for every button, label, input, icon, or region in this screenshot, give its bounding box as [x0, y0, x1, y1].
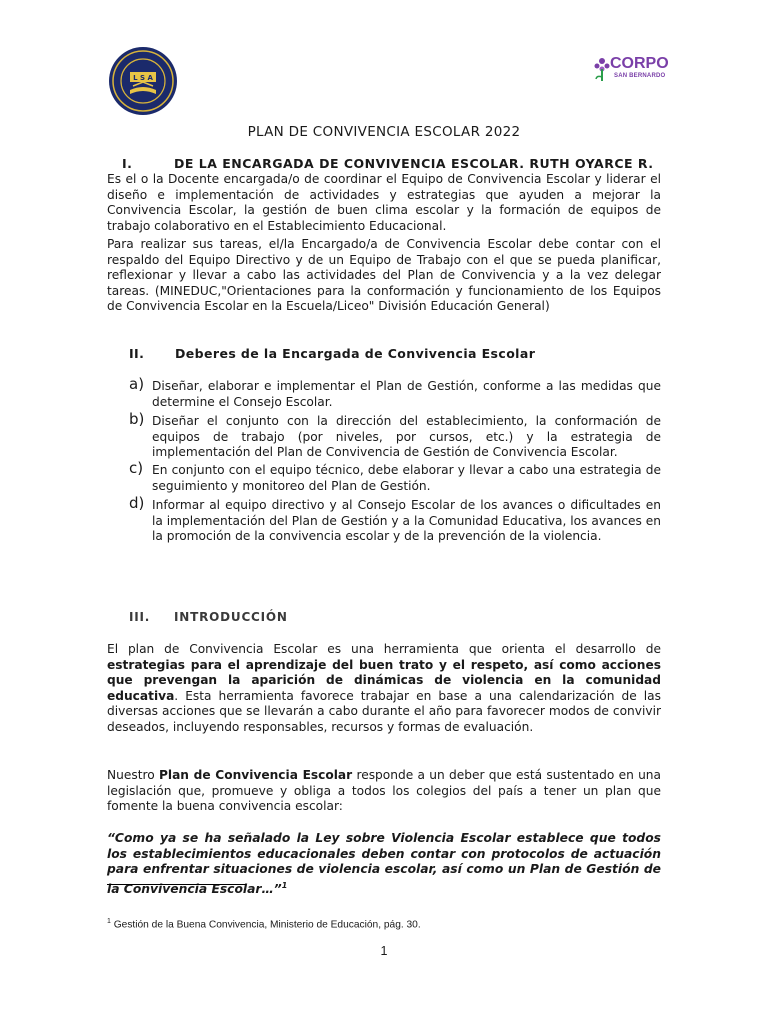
plan-text-c: responde a un deber que está sustentado en una legislación que, promueve y obliga a todos los colegios del país a tener un plan que fomente la buena convivencia escolar: [107, 768, 661, 814]
intro-text-a: El plan de Convivencia Escolar es una herramienta que orienta el desarrollo de [107, 642, 661, 656]
section-1-paragraph-1: Es el o la Docente encargada/o de coordinar el Equipo de Convivencia Escolar y liderar el diseño e implementación de actividades y estrategias que ayuden a mejorar la Convivencia Escolar, la gestión de buen clima escolar y la formación de equipos de trabajo colaborativo en el Establecimiento Educacional. [107, 172, 661, 233]
list-item [129, 459, 661, 494]
list-item [129, 494, 661, 545]
list-item-text: En conjunto con el equipo técnico, debe elaborar y llevar a cabo una estrategia de seguimiento y monitoreo del Plan de Gestión. [152, 463, 661, 493]
plan-paragraph [107, 768, 661, 815]
section-3-number: III. [129, 610, 151, 624]
list-item [129, 375, 661, 410]
page-number: 1 [380, 944, 388, 958]
law-quote [107, 831, 661, 897]
law-quote-text: “Como ya se ha señalado la Ley sobre Violencia Escolar establece que todos los establecimientos educacionales deben contar con protocolos de actuación para enfrentar situaciones de violencia escolar, así como un Plan de Gestión de la Convivencia Escolar…” [107, 831, 661, 896]
school-logo [108, 46, 178, 116]
section-1-heading [122, 156, 654, 171]
list-item-letter: d) [129, 494, 145, 512]
section-3-heading [129, 610, 288, 624]
list-item-letter: b) [129, 410, 145, 428]
section-3-title: INTRODUCCIÓN [174, 610, 288, 624]
plan-text-a: Nuestro [107, 768, 159, 782]
list-item-text: Diseñar el conjunto con la dirección del establecimiento, la conformación de equipos de trabajo (por niveles, por cursos, etc.) y la estrategia de implementación del Plan de Convivencia de Gestión de Convivencia Escolar. [152, 414, 661, 460]
footnote-divider [107, 884, 246, 885]
list-item-letter: c) [129, 459, 144, 477]
section-1-paragraph-2: Para realizar sus tareas, el/la Encargado/a de Convivencia Escolar debe contar con el respaldo del Equipo Directivo y de un Equipo de Trabajo con el que se pueda planificar, reflexionar y llevar a cabo las actividades del Plan de Convivencia y a la vez delegar tareas. (MINEDUC,"Orientaciones para la conformación y funcionamiento de los Equipos de Convivencia Escolar en la Escuela/Liceo" División Educación General) [107, 237, 661, 314]
section-1-title: DE LA ENCARGADA DE CONVIVENCIA ESCOLAR. RUTH OYARCE R. [174, 156, 654, 171]
section-2-number: II. [129, 346, 145, 361]
plan-text-bold: Plan de Convivencia Escolar [158, 768, 353, 782]
list-item-text: Diseñar, elaborar e implementar el Plan de Gestión, conforme a las medidas que determine el Consejo Escolar. [152, 379, 661, 409]
footnote [107, 918, 421, 930]
section-2-heading [129, 346, 535, 361]
intro-text-bold: estrategias para el aprendizaje del buen trato y el respeto, así como acciones que prevengan la aparición de dinámicas de violencia en la comunidad educativa [107, 657, 661, 703]
corpo-logo-sub: SAN BERNARDO [614, 73, 666, 79]
footnote-mark: 1 [107, 918, 111, 925]
list-item-text: Informar al equipo directivo y al Consejo Escolar de los avances o dificultades en la implementación del Plan de Gestión y a la Comunidad Educativa, los avances en la promoción de la convivencia escolar y de la prevención de la violencia. [152, 498, 661, 544]
footnote-reference[interactable]: 1 [281, 880, 288, 890]
svg-text:L S A: L S A [133, 74, 153, 82]
corpo-logo-name: CORPO [610, 55, 669, 72]
section-2-title: Deberes de la Encargada de Convivencia Escolar [175, 346, 536, 361]
introduction-paragraph [107, 642, 661, 736]
intro-text-c: . Esta herramienta favorece trabajar en base a una calendarización de las diversas acciones que se llevarán a cabo durante el año para favorecer modos de convivir deseados, incluyendo responsables, recursos y formas de evaluación. [107, 688, 661, 734]
footnote-text: Gestión de la Buena Convivencia, Ministerio de Educación, pág. 30. [110, 919, 421, 931]
document-title: PLAN DE CONVIVENCIA ESCOLAR 2022 [247, 124, 521, 140]
section-1-number: I. [122, 156, 133, 171]
list-item [129, 410, 661, 461]
list-item-letter: a) [129, 375, 145, 393]
corpo-logo [594, 55, 674, 91]
